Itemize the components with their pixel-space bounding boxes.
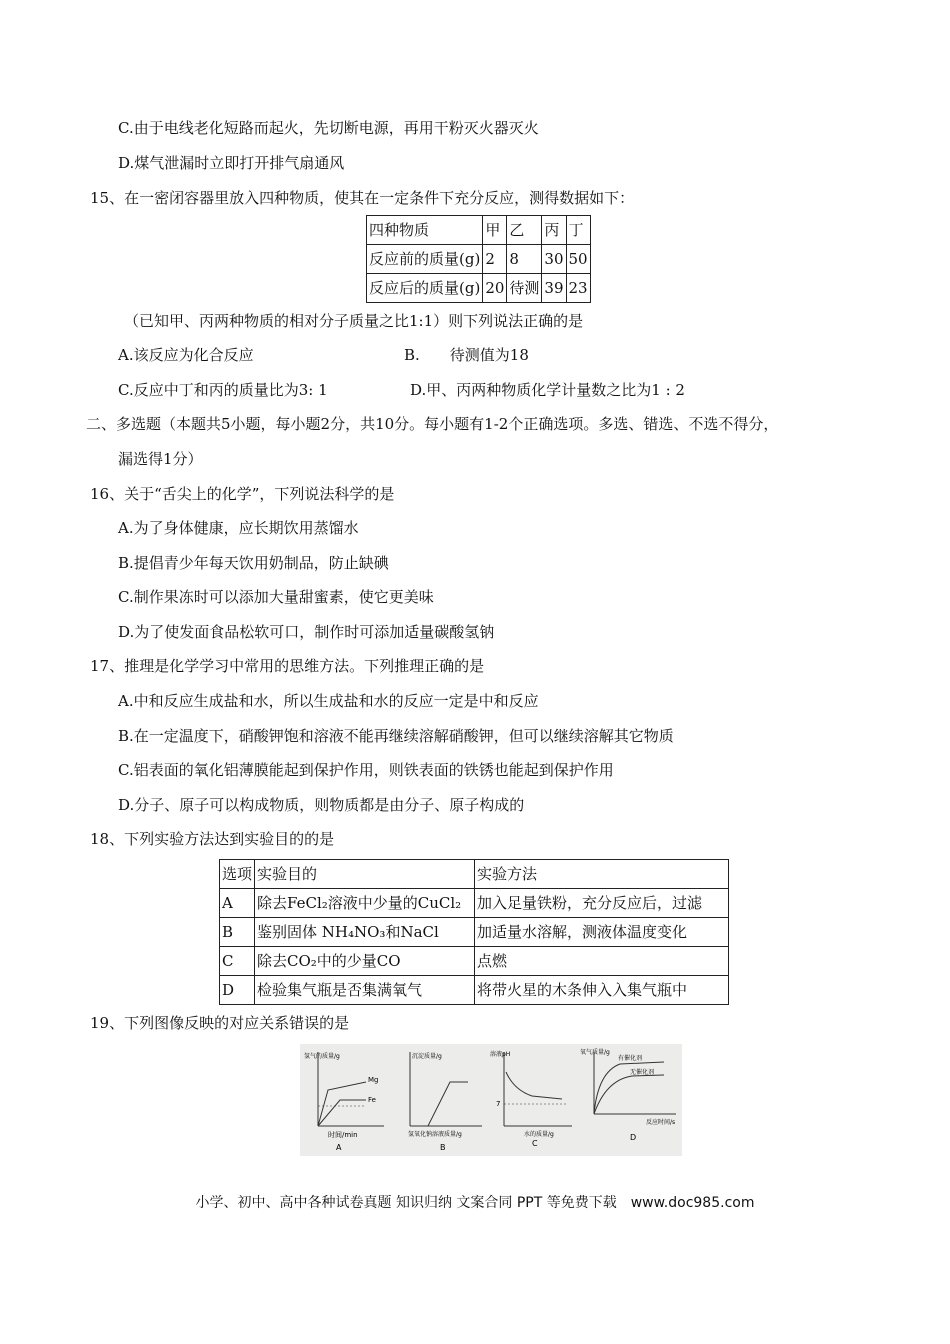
- table-cell: 四种物质: [367, 216, 483, 245]
- table-cell: 乙: [507, 216, 542, 245]
- graph-a-ylabel: 氢气的质量/g: [304, 1053, 340, 1060]
- q17-option-a: A.中和反应生成盐和水，所以生成盐和水的反应一定是中和反应: [118, 692, 539, 710]
- table-q15: [366, 215, 591, 303]
- graph-b-xlabel: 氢氧化钠溶液质量/g: [408, 1131, 462, 1138]
- q15-option-c: C.反应中丁和丙的质量比为3: 1: [118, 381, 328, 399]
- graph-d-caption: D: [630, 1133, 637, 1142]
- q15-option-d: D.甲、丙两种物质化学计量数之比为1 : 2: [410, 381, 685, 399]
- table-q18: [219, 859, 729, 1005]
- table-cell: 反应前的质量(g): [367, 245, 483, 274]
- table-cell: 甲: [483, 216, 507, 245]
- graph-d-series-no-catalyst: 无催化剂: [630, 1069, 655, 1076]
- table-header-row: [220, 860, 729, 889]
- question-18: 18、下列实验方法达到实验目的的是: [90, 830, 335, 848]
- table-row: [367, 245, 591, 274]
- graph-a-caption: A: [336, 1143, 342, 1152]
- table-cell: 实验目的: [255, 860, 475, 889]
- graph-b: [408, 1052, 482, 1152]
- table-cell: 选项: [220, 860, 255, 889]
- table-cell: 加适量水溶解，测液体温度变化: [475, 918, 729, 947]
- graph-c-ylabel: 溶液pH: [490, 1051, 511, 1058]
- graph-d-series-catalyst: 有催化剂: [618, 1055, 643, 1062]
- table-row: [220, 889, 729, 918]
- table-cell: 丁: [566, 216, 590, 245]
- table-cell: 鉴别固体 NH₄NO₃和NaCl: [255, 918, 475, 947]
- table-cell: D: [220, 976, 255, 1005]
- table-cell: 2: [483, 245, 507, 274]
- q17-option-c: C.铝表面的氧化铝薄膜能起到保护作用，则铁表面的铁锈也能起到保护作用: [118, 761, 614, 779]
- graph-d-xlabel: 反应时间/s: [646, 1119, 676, 1126]
- q19-figure: [300, 1044, 682, 1156]
- page-footer: 小学、初中、高中各种试卷真题 知识归纳 文案合同 PPT 等免费下载 www.doc985.com: [195, 1195, 755, 1211]
- q17-option-d: D.分子、原子可以构成物质，则物质都是由分子、原子构成的: [118, 796, 525, 814]
- table-cell: 50: [566, 245, 590, 274]
- question-15: 15、在一密闭容器里放入四种物质，使其在一定条件下充分反应，测得数据如下：: [90, 189, 635, 207]
- q16-option-c: C.制作果冻时可以添加大量甜蜜素，使它更美味: [118, 588, 434, 606]
- graph-c-xlabel: 水的质量/g: [524, 1131, 554, 1138]
- table-cell: 20: [483, 274, 507, 303]
- q16-option-b: B.提倡青少年每天饮用奶制品，防止缺碘: [118, 554, 389, 572]
- question-19: 19、下列图像反映的对应关系错误的是: [90, 1014, 350, 1032]
- graph-a-series-mg: Mg: [368, 1076, 379, 1084]
- table-cell: 除去CO₂中的少量CO: [255, 947, 475, 976]
- table-cell: 实验方法: [475, 860, 729, 889]
- graph-b-ylabel: 沉淀质量/g: [412, 1053, 442, 1060]
- table-cell: 检验集气瓶是否集满氧气: [255, 976, 475, 1005]
- section-2-heading: 二、多选题（本题共5小题，每小题2分，共10分。每小题有1-2个正确选项。多选、错选、不选不得分，: [86, 415, 779, 433]
- table-cell: 除去FeCl₂溶液中少量的CuCl₂: [255, 889, 475, 918]
- q14-option-c: C.由于电线老化短路而起火，先切断电源，再用干粉灭火器灭火: [118, 119, 539, 137]
- q15-option-a: A.该反应为化合反应: [118, 346, 254, 364]
- graph-a-xlabel: 时间/min: [328, 1131, 358, 1139]
- q16-option-d: D.为了使发面食品松软可口，制作时可添加适量碳酸氢钠: [118, 623, 495, 641]
- q15-option-b: B. 待测值为18: [404, 346, 529, 364]
- graph-c-caption: C: [532, 1139, 538, 1148]
- table-cell: 待测: [507, 274, 542, 303]
- q16-option-a: A.为了身体健康，应长期饮用蒸馏水: [118, 519, 359, 537]
- graph-a-series-fe: Fe: [368, 1096, 376, 1104]
- q14-option-d: D.煤气泄漏时立即打开排气扇通风: [118, 154, 345, 172]
- graph-c-tick-7: 7: [496, 1100, 501, 1108]
- graph-d: [580, 1048, 676, 1142]
- table-cell: A: [220, 889, 255, 918]
- table-cell: B: [220, 918, 255, 947]
- table-cell: 8: [507, 245, 542, 274]
- table-cell: 23: [566, 274, 590, 303]
- table-cell: 39: [542, 274, 566, 303]
- table-cell: 加入足量铁粉，充分反应后，过滤: [475, 889, 729, 918]
- graph-d-ylabel: 氧气质量/g: [580, 1049, 610, 1056]
- table-row: [220, 947, 729, 976]
- table-row: [367, 274, 591, 303]
- section-2-heading-cont: 漏选得1分）: [118, 450, 203, 468]
- table-cell: 将带火星的木条伸入入集气瓶中: [475, 976, 729, 1005]
- table-cell: C: [220, 947, 255, 976]
- table-cell: 反应后的质量(g): [367, 274, 483, 303]
- table-row: [220, 918, 729, 947]
- table-cell: 丙: [542, 216, 566, 245]
- table-cell: 点燃: [475, 947, 729, 976]
- table-header-row: [367, 216, 591, 245]
- graph-c: [490, 1050, 572, 1148]
- q15-note: （已知甲、丙两种物质的相对分子质量之比1:1）则下列说法正确的是: [124, 312, 584, 330]
- question-16: 16、关于“舌尖上的化学”，下列说法科学的是: [90, 485, 395, 503]
- question-17: 17、推理是化学学习中常用的思维方法。下列推理正确的是: [90, 657, 485, 675]
- table-cell: 30: [542, 245, 566, 274]
- q19-graphs: [300, 1044, 682, 1156]
- graph-b-caption: B: [440, 1143, 446, 1152]
- table-row: [220, 976, 729, 1005]
- q17-option-b: B.在一定温度下，硝酸钾饱和溶液不能再继续溶解硝酸钾，但可以继续溶解其它物质: [118, 727, 674, 745]
- graph-a: [304, 1052, 384, 1152]
